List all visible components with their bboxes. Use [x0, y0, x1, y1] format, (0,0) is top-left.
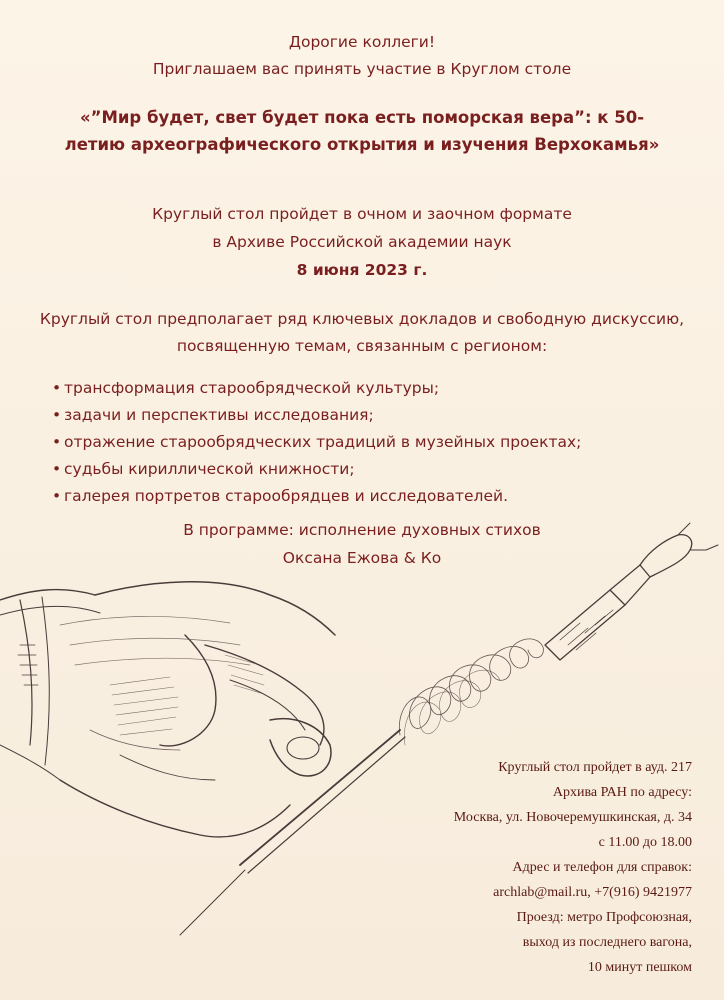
info-line-walk: 10 минут пешком	[587, 960, 692, 975]
event-date: 8 июня 2023 г.	[296, 261, 428, 279]
list-item	[52, 402, 581, 429]
info-line-room: Круглый стол пройдет в ауд. 217	[498, 760, 692, 775]
topics-list	[52, 375, 581, 510]
topic-text: судьбы кириллической книжности;	[64, 460, 355, 478]
list-item	[52, 456, 581, 483]
info-line-exit: выход из последнего вагона,	[522, 935, 692, 950]
bullet-icon: •	[52, 379, 62, 397]
bullet-icon: •	[52, 433, 62, 451]
program-line: В программе: исполнение духовных стихов	[183, 521, 541, 539]
contact-info-block	[454, 755, 692, 980]
topic-text: отражение старообрядческих традиций в музейных проектах;	[64, 433, 582, 451]
topic-text: трансформация старообрядческой культуры;	[64, 379, 440, 397]
bullet-icon: •	[52, 406, 62, 424]
greeting-line: Дорогие коллеги!	[288, 33, 436, 51]
info-line-email-phone: archlab@mail.ru, +7(916) 9421977	[493, 885, 692, 900]
info-line-metro: Проезд: метро Профсоюзная,	[516, 910, 692, 925]
list-item	[52, 429, 581, 456]
format-line: Круглый стол пройдет в очном и заочном формате	[152, 205, 572, 223]
event-title: «”Мир будет, свет будет пока есть поморская вера”: к 50-летию археографического открытия и изучения Верхокамья»	[64, 108, 660, 154]
topic-text: задачи и перспективы исследования;	[64, 406, 374, 424]
list-item	[52, 375, 581, 402]
intro-paragraph: Круглый стол предполагает ряд ключевых докладов и свободную дискуссию, посвященную темам, связанным с регионом:	[39, 310, 685, 355]
info-line-archive: Архива РАН по адресу:	[552, 785, 692, 800]
venue-line: в Архиве Российской академии наук	[212, 233, 512, 251]
topic-text: галерея портретов старообрядцев и исследователей.	[64, 487, 508, 505]
bullet-icon: •	[52, 460, 62, 478]
info-line-address: Москва, ул. Новочеремушкинская, д. 34	[453, 810, 692, 825]
performer-line: Оксана Ежова & Ко	[282, 549, 442, 567]
info-line-hours: с 11.00 до 18.00	[598, 835, 692, 850]
invitation-line: Приглашаем вас принять участие в Круглом столе	[152, 60, 572, 78]
list-item	[52, 483, 581, 510]
bullet-icon: •	[52, 487, 62, 505]
info-line-contacts-label: Адрес и телефон для справок:	[512, 860, 692, 875]
